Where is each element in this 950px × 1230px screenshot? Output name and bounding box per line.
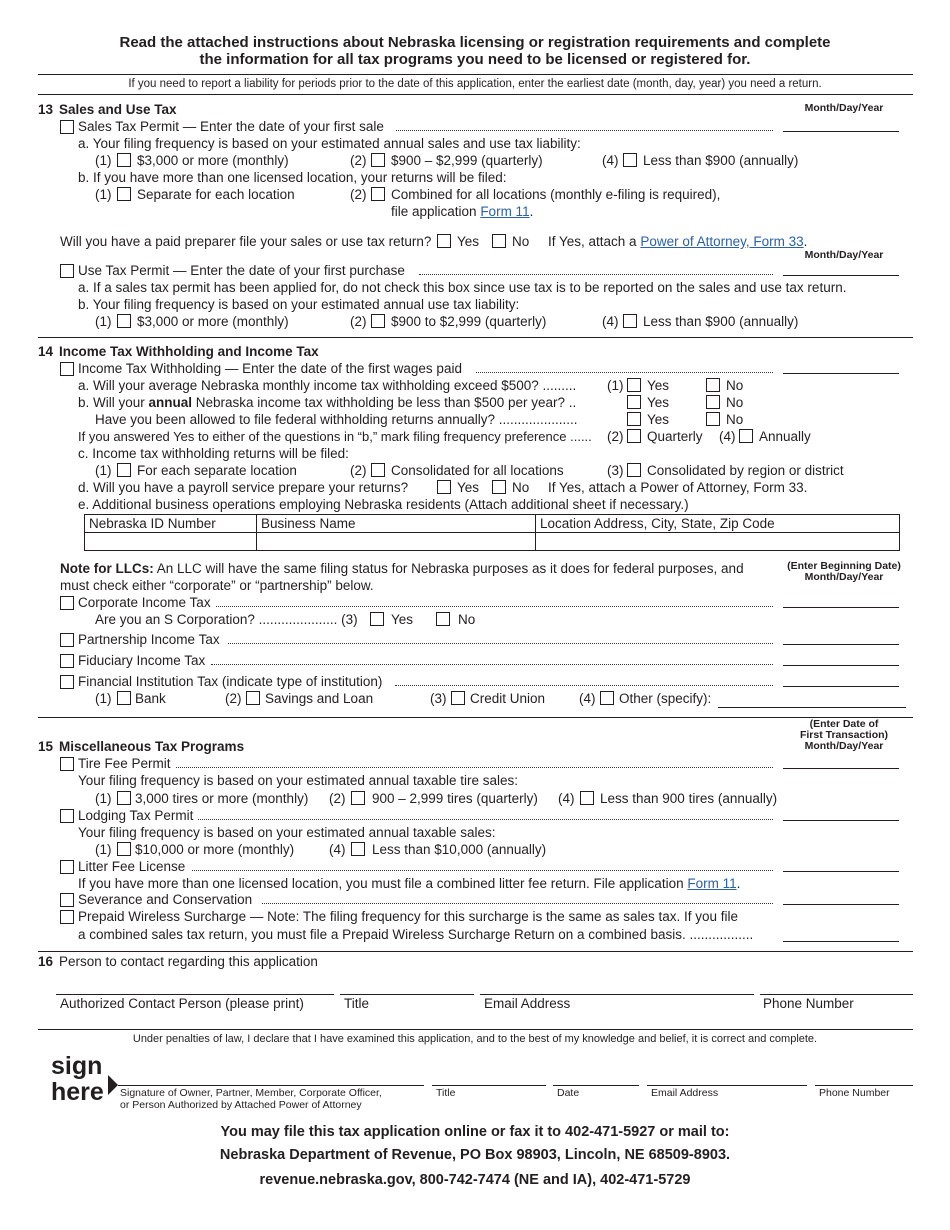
- header-line-1: Read the attached instructions about Nebraska licensing or registration requirements and complete: [119, 34, 831, 51]
- tire-fee-checkbox[interactable]: [60, 757, 74, 771]
- sales-freq-label: a. Your filing frequency is based on your estimated annual sales and use tax liability:: [78, 136, 581, 151]
- option-num: (1): [95, 187, 112, 202]
- q-b-yes-checkbox[interactable]: [627, 395, 641, 409]
- tire-monthly-checkbox[interactable]: [117, 791, 131, 805]
- option-num: (1): [95, 153, 112, 168]
- financial-institution-label: Financial Institution Tax (indicate type of institution): [78, 674, 383, 689]
- combined-location-label: Combined for all locations (monthly e-filing is required),: [391, 187, 721, 202]
- use-monthly-checkbox[interactable]: [117, 314, 131, 328]
- prepaid-wireless-checkbox[interactable]: [60, 910, 74, 924]
- no-label: No: [458, 612, 476, 627]
- signature-label-1: Signature of Owner, Partner, Member, Corporate Officer,: [120, 1087, 382, 1099]
- q-a-no-checkbox[interactable]: [706, 378, 720, 392]
- column-header: Nebraska ID Number: [85, 515, 257, 533]
- llc-note-heading: Note for LLCs:: [60, 561, 154, 576]
- additional-ops-label: e. Additional business operations employing Nebraska residents (Attach additional sheet if necessary.): [78, 497, 689, 512]
- each-location-label: For each separate location: [137, 463, 297, 478]
- footer-line-3: revenue.nebraska.gov, 800-742-7474 (NE and IA), 402-471-5729: [259, 1172, 691, 1188]
- option-num: (3): [607, 463, 624, 478]
- option-num: (1): [95, 691, 112, 706]
- mdy-label: Month/Day/Year: [804, 249, 884, 261]
- tire-quarterly-label: 900 – 2,999 tires (quarterly): [372, 791, 538, 806]
- s-corp-no-checkbox[interactable]: [436, 612, 450, 626]
- sales-annually-checkbox[interactable]: [623, 153, 637, 167]
- s-corp-question: Are you an S Corporation? ..................... (3): [95, 612, 358, 627]
- litter-note: If you have more than one licensed location, you must file a combined litter fee return. File application Form 11.: [78, 876, 741, 891]
- form-11-link[interactable]: Form 11: [687, 876, 737, 891]
- signature-phone-field[interactable]: [815, 1085, 913, 1086]
- fiduciary-income-checkbox[interactable]: [60, 654, 74, 668]
- preparer-attach-line: If Yes, attach a Power of Attorney, Form 33.: [548, 234, 808, 249]
- location-address-cell[interactable]: [536, 533, 900, 551]
- begin-date-label: (Enter Beginning Date): [787, 560, 901, 572]
- use-tax-note-b: b. Your filing frequency is based on your estimated annual use tax liability:: [78, 297, 520, 312]
- option-num: (4): [602, 153, 619, 168]
- use-first-date-field[interactable]: [783, 275, 899, 276]
- option-num: (2): [350, 153, 367, 168]
- lodging-annually-checkbox[interactable]: [351, 842, 365, 856]
- fiduciary-income-label: Fiduciary Income Tax: [78, 653, 206, 668]
- lodging-monthly-checkbox[interactable]: [117, 842, 131, 856]
- tire-monthly-label: 3,000 tires or more (monthly): [135, 791, 309, 806]
- divider: [38, 717, 913, 718]
- leader-dots: [262, 903, 773, 904]
- option-num: (4): [329, 842, 346, 857]
- mdy-label: Month/Day/Year: [804, 102, 884, 114]
- llc-note: [60, 561, 744, 577]
- tire-freq-label: Your filing frequency is based on your estimated annual taxable tire sales:: [78, 773, 519, 788]
- preparer-no-checkbox[interactable]: [492, 234, 506, 248]
- q-b-no-checkbox[interactable]: [706, 395, 720, 409]
- contact-title-field[interactable]: [340, 994, 474, 995]
- partnership-date-field[interactable]: [783, 644, 899, 645]
- lodging-freq-label: Your filing frequency is based on your estimated annual taxable sales:: [78, 825, 496, 840]
- signature-date-label: Date: [557, 1087, 580, 1099]
- severance-checkbox[interactable]: [60, 893, 74, 907]
- other-institution-label: Other (specify):: [619, 691, 712, 706]
- section-14-number: 14: [38, 344, 54, 359]
- footer-line-2: Nebraska Department of Revenue, PO Box 98903, Lincoln, NE 68509-8903.: [219, 1147, 731, 1163]
- use-quarterly-checkbox[interactable]: [371, 314, 385, 328]
- severance-date-field[interactable]: [783, 904, 899, 905]
- s-corp-yes-checkbox[interactable]: [370, 612, 384, 626]
- option-num: (1): [607, 378, 624, 393]
- lodging-tax-label: Lodging Tax Permit: [78, 808, 194, 823]
- option-num: (2): [350, 314, 367, 329]
- sales-quarterly-label: $900 – $2,999 (quarterly): [391, 153, 543, 168]
- contact-phone-label: Phone Number: [763, 996, 854, 1011]
- option-num: (2): [225, 691, 242, 706]
- yes-label: Yes: [457, 234, 480, 249]
- payroll-yes-checkbox[interactable]: [437, 480, 451, 494]
- contact-email-field[interactable]: [480, 994, 754, 995]
- q-b2-yes-checkbox[interactable]: [627, 412, 641, 426]
- sales-monthly-checkbox[interactable]: [117, 153, 131, 167]
- q-b-text: Nebraska income tax withholding be less than $500 per year? ..: [192, 395, 577, 410]
- preparer-question: Will you have a paid preparer file your sales or use tax return?: [60, 234, 432, 249]
- yes-label: Yes: [647, 395, 670, 410]
- contact-person-label: Authorized Contact Person (please print): [60, 996, 304, 1011]
- contact-title-label: Title: [344, 996, 370, 1011]
- pref-annually-label: Annually: [759, 429, 811, 444]
- withholding-q-b: [78, 395, 576, 411]
- if-yes-text: If Yes, attach a: [548, 234, 641, 249]
- pref-quarterly-checkbox[interactable]: [627, 429, 641, 443]
- lodging-date-field[interactable]: [783, 820, 899, 821]
- no-label: No: [726, 395, 744, 410]
- withholding-q-b2: Have you been allowed to file federal withholding returns annually? .....................: [95, 412, 578, 427]
- yes-label: Yes: [457, 480, 480, 495]
- leader-dots: [216, 606, 773, 607]
- yes-label: Yes: [391, 612, 414, 627]
- other-institution-checkbox[interactable]: [600, 691, 614, 705]
- q-b-text: b. Will your: [78, 395, 149, 410]
- tire-date-field[interactable]: [783, 768, 899, 769]
- consolidated-all-checkbox[interactable]: [371, 463, 385, 477]
- footer-line-1: You may file this tax application online or fax it to 402-471-5927 or mail to:: [220, 1124, 730, 1140]
- option-num: (2): [607, 429, 624, 444]
- no-label: No: [512, 480, 530, 495]
- sales-tax-permit-label: Sales Tax Permit — Enter the date of your first sale: [78, 119, 384, 134]
- credit-union-label: Credit Union: [470, 691, 546, 706]
- financial-institution-checkbox[interactable]: [60, 675, 74, 689]
- table-header-row: [85, 515, 900, 533]
- yes-label: Yes: [647, 412, 670, 427]
- divider: [38, 1029, 913, 1030]
- option-num: (1): [95, 463, 112, 478]
- severance-label: Severance and Conservation: [78, 892, 253, 907]
- llc-note-text: An LLC will have the same filing status for Nebraska purposes as it does for federal purposes, and: [153, 561, 744, 576]
- use-tax-permit-label: Use Tax Permit — Enter the date of your first purchase: [78, 263, 405, 278]
- bank-label: Bank: [135, 691, 166, 706]
- leader-dots: [396, 130, 773, 131]
- divider: [38, 94, 913, 95]
- option-num: (1): [95, 842, 112, 857]
- consolidated-region-checkbox[interactable]: [627, 463, 641, 477]
- header-line-2: the information for all tax programs you need to be licensed or registered for.: [199, 51, 751, 68]
- leader-dots: [211, 664, 773, 665]
- separate-location-label: Separate for each location: [137, 187, 295, 202]
- locations-label: b. If you have more than one licensed location, your returns will be filed:: [78, 170, 507, 185]
- leader-dots: [176, 767, 773, 768]
- signature-label-2: or Person Authorized by Attached Power of Attorney: [120, 1099, 362, 1111]
- mdy-label: Month/Day/Year: [804, 571, 884, 583]
- tire-annually-label: Less than 900 tires (annually): [600, 791, 778, 806]
- corporate-income-label: Corporate Income Tax: [78, 595, 211, 610]
- option-num: (4): [719, 429, 736, 444]
- litter-fee-label: Litter Fee License: [78, 859, 186, 874]
- form-11-link[interactable]: Form 11: [480, 204, 530, 219]
- section-16-number: 16: [38, 954, 54, 969]
- llc-note-line-2: must check either “corporate” or “partnership” below.: [60, 578, 374, 593]
- payroll-attach-note: If Yes, attach a Power of Attorney, Form 33.: [548, 480, 808, 495]
- payroll-question: d. Will you have a payroll service prepare your returns?: [78, 480, 409, 495]
- section-13-title: Sales and Use Tax: [59, 102, 177, 117]
- option-num: (3): [430, 691, 447, 706]
- business-name-cell[interactable]: [257, 533, 536, 551]
- each-location-checkbox[interactable]: [117, 463, 131, 477]
- section-16-title: Person to contact regarding this application: [59, 954, 318, 969]
- pref-annually-checkbox[interactable]: [739, 429, 753, 443]
- no-label: No: [726, 378, 744, 393]
- credit-union-checkbox[interactable]: [451, 691, 465, 705]
- option-num: (4): [602, 314, 619, 329]
- corporate-income-checkbox[interactable]: [60, 596, 74, 610]
- q-b2-no-checkbox[interactable]: [706, 412, 720, 426]
- lodging-tax-checkbox[interactable]: [60, 809, 74, 823]
- leader-dots: [419, 274, 773, 275]
- use-monthly-label: $3,000 or more (monthly): [137, 314, 289, 329]
- divider: [38, 74, 913, 75]
- option-num: (4): [579, 691, 596, 706]
- consolidated-all-label: Consolidated for all locations: [391, 463, 564, 478]
- leader-dots: [192, 870, 773, 871]
- no-label: No: [512, 234, 530, 249]
- contact-phone-field[interactable]: [760, 994, 913, 995]
- declaration-text: Under penalties of law, I declare that I have examined this application, and to the best of my knowledge and belief, it is correct and complete.: [132, 1033, 818, 1045]
- sign-arrow-icon: [108, 1075, 118, 1095]
- partnership-income-checkbox[interactable]: [60, 633, 74, 647]
- signature-email-field[interactable]: [647, 1085, 807, 1086]
- use-annually-checkbox[interactable]: [623, 314, 637, 328]
- prepaid-wireless-label: Prepaid Wireless Surcharge — Note: The filing frequency for this surcharge is the same as sales tax. If you file: [78, 909, 739, 924]
- section-14-title: Income Tax Withholding and Income Tax: [59, 344, 319, 359]
- use-quarterly-label: $900 to $2,999 (quarterly): [391, 314, 547, 329]
- file-application-text: file application: [391, 204, 481, 219]
- power-of-attorney-link[interactable]: Power of Attorney, Form 33: [640, 234, 804, 249]
- financial-date-field[interactable]: [783, 686, 899, 687]
- combined-form11-line: file application Form 11.: [391, 204, 534, 219]
- sales-quarterly-checkbox[interactable]: [371, 153, 385, 167]
- business-operations-table: [84, 514, 900, 551]
- leader-dots: [395, 685, 773, 686]
- fiduciary-date-field[interactable]: [783, 665, 899, 666]
- divider: [38, 337, 913, 338]
- withholding-q-a: a. Will your average Nebraska monthly income tax withholding exceed $500? .........: [78, 378, 577, 393]
- separate-location-checkbox[interactable]: [117, 187, 131, 201]
- table-row: [85, 533, 900, 551]
- other-specify-field[interactable]: [718, 707, 906, 708]
- bank-checkbox[interactable]: [117, 691, 131, 705]
- q-b-emphasis: annual: [148, 395, 193, 410]
- corporate-date-field[interactable]: [783, 607, 899, 608]
- first-transaction-label: First Transaction): [799, 729, 889, 741]
- sales-annually-label: Less than $900 (annually): [643, 153, 799, 168]
- lodging-annually-label: Less than $10,000 (annually): [372, 842, 547, 857]
- option-num: (2): [329, 791, 346, 806]
- tire-annually-checkbox[interactable]: [580, 791, 594, 805]
- signature-title-label: Title: [436, 1087, 456, 1099]
- divider: [38, 951, 913, 952]
- header-note: If you need to report a liability for periods prior to the date of this application, enter the earliest date (month, day, year) you need a return.: [128, 78, 822, 90]
- signature-date-field[interactable]: [553, 1085, 639, 1086]
- litter-date-field[interactable]: [783, 871, 899, 872]
- section-15-title: Miscellaneous Tax Programs: [59, 739, 245, 754]
- sales-monthly-label: $3,000 or more (monthly): [137, 153, 289, 168]
- sales-first-date-field[interactable]: [783, 131, 899, 132]
- section-13-number: 13: [38, 102, 54, 117]
- contact-person-field[interactable]: [56, 994, 334, 995]
- leader-dots: [228, 643, 773, 644]
- withholding-filing-label: c. Income tax withholding returns will be filed:: [78, 446, 349, 461]
- here-label: here: [51, 1078, 104, 1106]
- savings-loan-label: Savings and Loan: [265, 691, 374, 706]
- tire-quarterly-checkbox[interactable]: [351, 791, 365, 805]
- sign-label: sign: [51, 1052, 103, 1080]
- ne-id-cell[interactable]: [85, 533, 257, 551]
- yes-label: Yes: [647, 378, 670, 393]
- signature-email-label: Email Address: [651, 1087, 719, 1099]
- litter-fee-checkbox[interactable]: [60, 860, 74, 874]
- signature-field[interactable]: [118, 1085, 424, 1086]
- pref-quarterly-label: Quarterly: [647, 429, 703, 444]
- option-num: (2): [350, 187, 367, 202]
- mdy-label: Month/Day/Year: [804, 740, 884, 752]
- signature-phone-label: Phone Number: [819, 1087, 890, 1099]
- prepaid-date-field[interactable]: [783, 941, 899, 942]
- withholding-label: Income Tax Withholding — Enter the date of the first wages paid: [78, 361, 462, 376]
- option-num: (4): [558, 791, 575, 806]
- use-tax-permit-checkbox[interactable]: [60, 264, 74, 278]
- partnership-income-label: Partnership Income Tax: [78, 632, 220, 647]
- sales-tax-permit-checkbox[interactable]: [60, 120, 74, 134]
- option-num: (2): [350, 463, 367, 478]
- signature-title-field[interactable]: [432, 1085, 546, 1086]
- leader-dots: [198, 819, 773, 820]
- savings-loan-checkbox[interactable]: [246, 691, 260, 705]
- no-label: No: [726, 412, 744, 427]
- first-transaction-label: (Enter Date of: [809, 718, 879, 730]
- preparer-yes-checkbox[interactable]: [437, 234, 451, 248]
- consolidated-region-label: Consolidated by region or district: [647, 463, 844, 478]
- column-header: Business Name: [257, 515, 536, 533]
- withholding-checkbox[interactable]: [60, 362, 74, 376]
- frequency-preference-label: If you answered Yes to either of the questions in “b,” mark filing frequency preference ......: [78, 429, 592, 444]
- payroll-no-checkbox[interactable]: [492, 480, 506, 494]
- lodging-monthly-label: $10,000 or more (monthly): [135, 842, 295, 857]
- column-header: Location Address, City, State, Zip Code: [536, 515, 900, 533]
- combined-location-checkbox[interactable]: [371, 187, 385, 201]
- leader-dots: [476, 372, 773, 373]
- section-15-number: 15: [38, 739, 54, 754]
- use-tax-note-a: a. If a sales tax permit has been applied for, do not check this box since use tax is to be reported on the sales and use tax return.: [78, 280, 847, 295]
- first-wages-date-field[interactable]: [783, 373, 899, 374]
- q-a-yes-checkbox[interactable]: [627, 378, 641, 392]
- prepaid-wireless-note: a combined sales tax return, you must file a Prepaid Wireless Surcharge Return on a combined basis. .................: [78, 927, 754, 942]
- use-annually-label: Less than $900 (annually): [643, 314, 799, 329]
- option-num: (1): [95, 314, 112, 329]
- litter-note-text: If you have more than one licensed location, you must file a combined litter fee return. File application: [78, 876, 688, 891]
- option-num: (1): [95, 791, 112, 806]
- tire-fee-label: Tire Fee Permit: [78, 756, 171, 771]
- contact-email-label: Email Address: [484, 996, 571, 1011]
